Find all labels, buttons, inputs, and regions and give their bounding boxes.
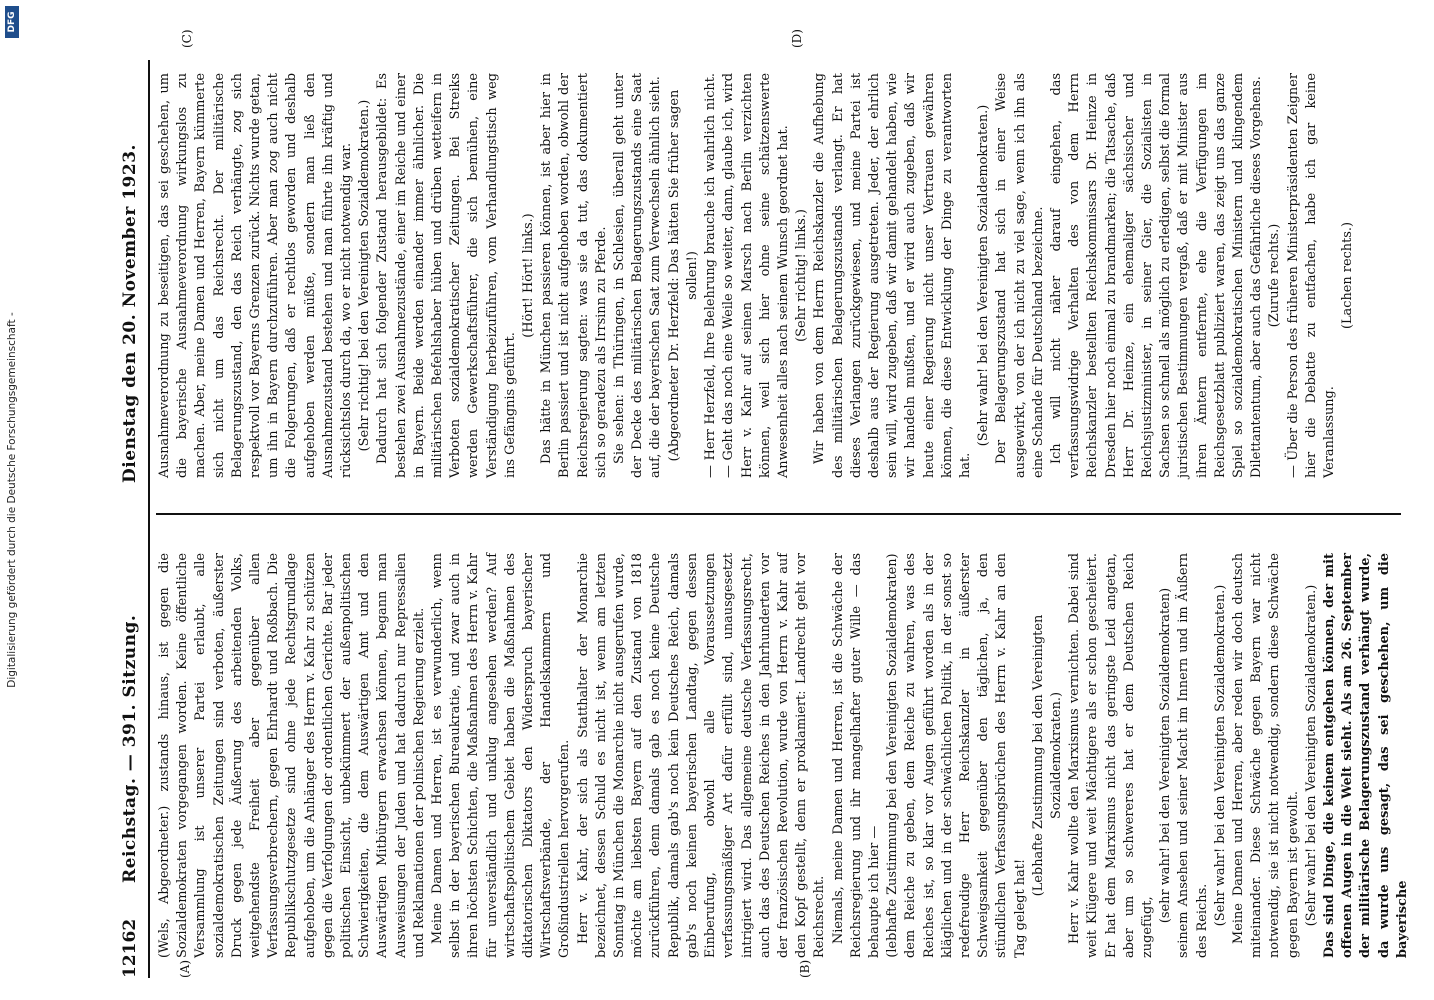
paragraph: Niemals, meine Damen und Herren, ist die Schwäche der Reichsregierung und ihr mangelhafter guter Wille — das behaupte ich hier — (830, 553, 882, 958)
paragraph: (Abgeordneter Dr. Herzfeld: Das hätten Sie früher sagen sollen!) (666, 89, 700, 462)
paragraph: Herr v. Kahr wollte den Marxismus vernichten. Dabei sind weit Klügere und weit Mächtigere als er schon gescheitert. Er hat dem Marxismus nicht das geringste Leid angetan, aber um so schwereres hat er dem Deutschen Reich zugefügt, (1067, 553, 1155, 958)
paragraph: Ich will nicht näher darauf eingehen, das verfassungswidrige Verhalten des von dem Herrn Reichskanzler bestellten Reichskommissars Dr. Heinze in Dresden hier noch einmal zu brandmarken; die Tatsache, daß Herr Dr. Heinze, ein ehemaliger sächsischer und Reichsjustizminister, in seiner Gier, die Sozialisten in Sachsen so schnell als möglich zu erledigen, selbst die formal juristischen Bestimmungen vergaß, daß er mit Minister aus ihren Ämtern entfernte, ehe die Verfügungen im Reichsgesetzblatt publiziert waren, das zeigt uns das ganze Spiel so sozialdemokratischen Ministern und klingendem Dilettantentum, aber auch das Gefährliche dieses Vorgehens. (1048, 72, 1265, 478)
paragraph: Ausnahmeverordnung zu beseitigen, das sei geschehen, um die bayerische Ausnahmeverordnung wirkungslos zu machen. Aber, meine Damen und Herren, Bayern kümmerte sich nicht um das Reichsrecht. Der militärische Belagerungszustand, den das Reich verhängte, zog sich respektvoll vor Bayerns Grenzen zurück. Nichts wurde getan, um ihn in Bayern durchzuführen. Aber man zog auch nicht die Folgerungen, daß er rechtlos geworden und deshalb aufgehoben werden müßte, sondern man ließ den Ausnahmezustand bestehen und man führte ihn kräftig und rücksichtslos durch da, wo er nicht notwendig war. (157, 73, 355, 478)
dfg-logo (5, 6, 19, 38)
page-header (110, 60, 150, 978)
paragraph: (Hört! Hört! links.) (521, 213, 537, 338)
paragraph: Meine Damen und Herren, ist es verwunderlich, wenn selbst in der bayerischen Bureaukratie, und zwar auch in ihren höchsten Schichten, die Maßnahmen des Herrn v. Kahr für unverständlich und unklug angesehen werden? Auf wirtschaftspolitischem Gebiet haben die Maßnahmen des diktatorischen Diktators den Widerspruch bayerischer Wirtschaftsverbände, der Handelskammern und Großindustriellen hervorgerufen. (430, 553, 573, 958)
digitization-note-text: Digitalisierung gefördert durch die Deutsche Forschungsgemeinschaft - (6, 312, 18, 688)
paragraph: (Sehr wahr! bei den Vereinigten Sozialdemokraten.) (976, 104, 992, 447)
paragraph: Das sind Dinge, die keinem entgehen können, der mit offenen Augen in die Welt sieht. Als am 26. September der militärische Belagerungszustand verhängt wurde, da wurde uns gesagt, das sei geschehen, um die bayerische (1322, 553, 1410, 958)
paragraph: (Lebhafte Zustimmung bei den Vereinigten Sozialdemokraten.) (1030, 614, 1064, 897)
paragraph: seinem Ansehen und seiner Macht im Innern und im Äußern des Reichs. (1176, 553, 1210, 958)
paragraph: Das hätte in München passieren können, ist aber hier in Berlin passiert und ist nicht aufgehoben worden, obwohl der Reichsregierung sagten: was sie da tut, das dokumentiert sich so geradezu als Irrsinn zu Pferde. (539, 73, 609, 478)
margin-marker-d: (D) (790, 29, 804, 48)
running-head-date: Dienstag den 20. November 1923. (120, 144, 140, 483)
paragraph: (Zurufe rechts.) (1267, 223, 1283, 328)
paragraph: (Lachen rechts.) (1340, 221, 1356, 330)
text-column-left (156, 553, 1410, 958)
paragraph: (lebhafte Zustimmung bei den Vereinigten Sozialdemokraten) (885, 553, 901, 958)
paragraph: Meine Damen und Herren, aber reden wir doch deutsch miteinander. Diese Schwäche gegen Bayern war nicht notwendig, sie ist nicht notwendig, sondern diese Schwäche gegen Bayern ist gewollt. (1230, 553, 1301, 958)
paragraph: (sehr wahr! bei den Vereinigten Sozialdemokraten) (1158, 587, 1174, 924)
paragraph: Dadurch hat sich folgender Zustand herausgebildet: Es bestehen zwei Ausnahmezustände, einer im Reiche und einer in Bayern. Beide werden einander immer ähnlicher. Die militärischen Befehlshaber hüben und drüben wetteifern in Verboten sozialdemokratischer Zeitungen. Bei Streiks werden Gewerkschaftsführer, die sich bemühen, eine Verständigung herbeizuführen, vom Verhandlungstisch weg ins Gefängnis geführt. (375, 73, 518, 478)
paragraph: (Sehr wahr! bei den Vereinigten Sozialdemokraten.) (1212, 584, 1228, 927)
paragraph: (Sehr richtig! bei den Vereinigten Sozialdemokraten.) (357, 99, 373, 452)
paragraph: dem Reiche zu geben, dem Reiche zu wahren, was des Reiches ist, so klar vor Augen geführt worden als in der kläglichen und in der schwächlichen Politik, in der sonst so redefreudige Herr Reichskanzler in äußerster Schweigsamkeit gegenüber den täglichen, ja, den stündlichen Verfassungsbrüchen des Herrn v. Kahr an den Tag gelegt hat! (903, 553, 1028, 958)
digitization-note (6, 0, 26, 1000)
margin-marker-c: (C) (180, 29, 194, 48)
paragraph: (Wels, Abgeordneter.) zustands hinaus, ist gegen die Sozialdemokraten vorgegangen worden. Keine öffentliche Versammlung ist unserer Partei erlaubt, alle sozialdemokratischen Zeitungen sind verboten, äußerster Druck gegen jede Äußerung des arbeitenden Volks, weitgehendste Freiheit aber gegenüber allen Verfassungsverbrechern, gegen Ehrhardt und Roßbach. Die Republikschutzgesetze sind ohne jede Rechtsgrundlage aufgehoben, um die Anhänger des Herrn v. Kahr zu schützen gegen die Verfolgungen der ordentlichen Gerichte. Bar jeder politischen Einsicht, unbekümmert der außenpolitischen Schwierigkeiten, die dem Auswärtigen Amt und den Auswärtigen Mitbürgern erwachsen können, begann man Ausweisungen der Juden und hat dadurch nur Repressalien und Reklamationen der polnischen Regierung erzielt. (157, 553, 427, 958)
margin-marker-a: (A) (178, 959, 192, 978)
paragraph: Sie sehen: in Thüringen, in Schlesien, überall geht unter der Decke des militärischen Belagerungszustands eine Saat auf, die der bayerischen Saat zum Verwechseln ähnlich sieht. (612, 73, 664, 478)
text-column-right (156, 73, 1401, 478)
printed-sheet (110, 29, 1410, 978)
page-number: 12162 (120, 918, 140, 978)
paragraph: (Sehr wahr! bei den Vereinigten Sozialdemokraten.) (1303, 584, 1319, 927)
column-divider (156, 513, 1401, 515)
paragraph: (Sehr richtig! links.) (794, 209, 810, 342)
running-head-session: Reichstag. — 391. Sitzung. (120, 614, 140, 883)
paragraph: Herr v. Kahr, der sich als Statthalter der Monarchie bezeichnet, dessen Schuld es nicht ist, wenn am letzten Sonntag in München die Monarchie nicht ausgerufen wurde, möchte am liebsten Bayern auf den Zustand von 1818 zurückführen, denn damals gab es noch keine Deutsche Republik, damals gab's noch kein Deutsches Reich, damals gab's noch keinen bayerischen Landtag, gegen dessen Einberufung, obwohl alle Voraussetzungen verfassungsmäßiger Art dafür erfüllt sind, unausgesetzt intrigiert wird. Das allgemeine deutsche Verfassungsrecht, auch das des Deutschen Reiches in den Jahrhunderten vor der französischen Revolution, wurde von Herrn v. Kahr auf den Kopf gestellt, denn er proklamiert: Landrecht geht vor Reichsrecht. (575, 553, 828, 958)
margin-marker-b: (B) (798, 959, 812, 978)
paragraph: — Über die Person des früheren Ministerpräsidenten Zeigner hier die Debatte zu entfachen, habe ich gar keine Veranlassung. (1285, 73, 1337, 478)
header-rule (148, 60, 150, 978)
paragraph: Wir haben von dem Herrn Reichskanzler die Aufhebung des militärischen Belagerungszustands verlangt. Er hat dieses Verlangen zurückgewiesen, und meine Partei ist deshalb aus der Regierung ausgetreten. Jeder, der ehrlich sein will, wird zugeben, daß wir damit gehandelt haben, wie wir handeln mußten, und er wird auch zugeben, daß wir heute einer Regierung nicht unser Vertrauen gewähren können, die diese Entwicklung der Dinge zu verantworten hat. (812, 73, 973, 478)
paragraph: Der Belagerungszustand hat sich in einer Weise ausgewirkt, von der ich nicht zu viel sage, wenn ich ihn als eine Schande für Deutschland bezeichne. (994, 73, 1046, 478)
dfg-logo-text: DFG (7, 11, 17, 33)
paragraph: — Herr Herzfeld, Ihre Belehrung brauche ich wahrlich nicht. — Geht das noch eine Weile so weiter, dann, glaube ich, wird Herr v. Kahr auf seinen Marsch nach Berlin verzichten können, weil sich hier ohne seine schätzenswerte Anwesenheit alles nach seinem Wunsch geordnet hat. (703, 73, 791, 478)
